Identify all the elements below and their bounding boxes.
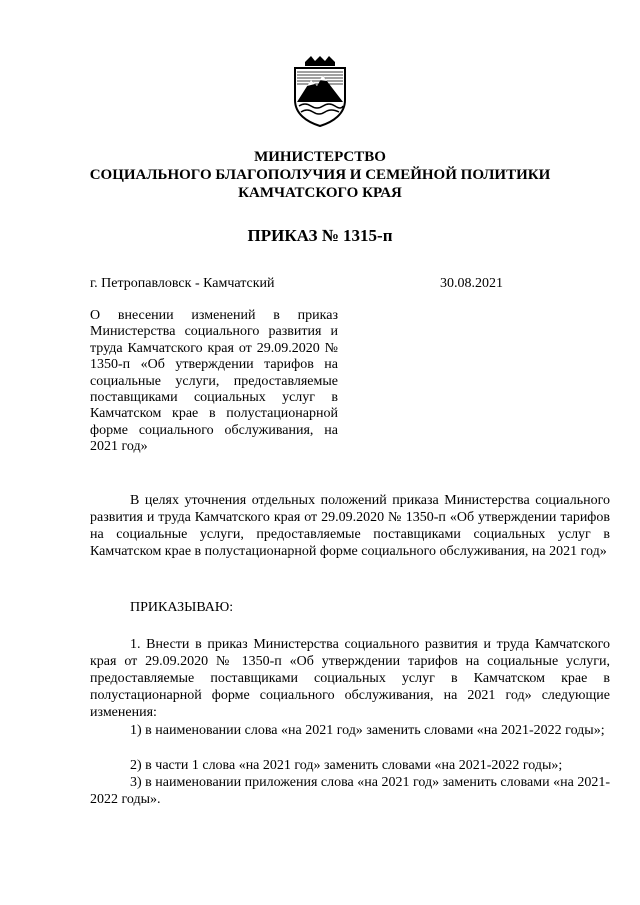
ministry-title-line2: СОЦИАЛЬНОГО БЛАГОПОЛУЧИЯ И СЕМЕЙНОЙ ПОЛИТИКИ — [89, 167, 551, 183]
order-title: ПРИКАЗ № 1315-п — [247, 226, 393, 245]
point-1: 1. Внести в приказ Министерства социального развития и труда Камчатского края от 29.09.2020 № 1350-п «Об утверждении тарифов на социальные услуги, предоставляемые поставщиками социальных услуг в Камчатском крае в полустационарной форме социального обслуживания, на 2021 год» следующие изменения: — [90, 637, 610, 720]
kamchatka-coat-of-arms-icon — [291, 56, 349, 128]
subpoint-2: 2) в части 1 слова «на 2021 год» заменить словами «на 2021-2022 годы»; — [130, 758, 563, 773]
ministry-title-line3: КАМЧАТСКОГО КРАЯ — [238, 185, 402, 201]
preamble: В целях уточнения отдельных положений приказа Министерства социального развития и труда Камчатского края от 29.09.2020 № 1350-п «Об утверждении тарифов на социальные услуги, предоставляемые поставщиками социальных услуг в Камчатском крае в полустационарной форме социального обслуживания, на 2021 год» — [90, 493, 610, 559]
subpoint-1: 1) в наименовании слова «на 2021 год» заменить словами «на 2021-2022 годы»; — [130, 723, 605, 738]
city: г. Петропавловск - Камчатский — [90, 276, 275, 291]
ministry-title-line1: МИНИСТЕРСТВО — [254, 149, 386, 165]
order-word: ПРИКАЗЫВАЮ: — [130, 600, 234, 615]
subpoint-3: 3) в наименовании приложения слова «на 2021 год» заменить словами «на 2021-2022 годы». — [90, 775, 610, 807]
order-date: 30.08.2021 — [440, 276, 503, 291]
order-subject: О внесении изменений в приказ Министерства социального развития и труда Камчатского края от 29.09.2020 № 1350-п «Об утверждении тарифов на социальные услуги, предоставляемые поставщиками социальных услуг в Камчатском крае в полустационарной форме социального обслуживания, на 2021 год» — [90, 308, 338, 455]
